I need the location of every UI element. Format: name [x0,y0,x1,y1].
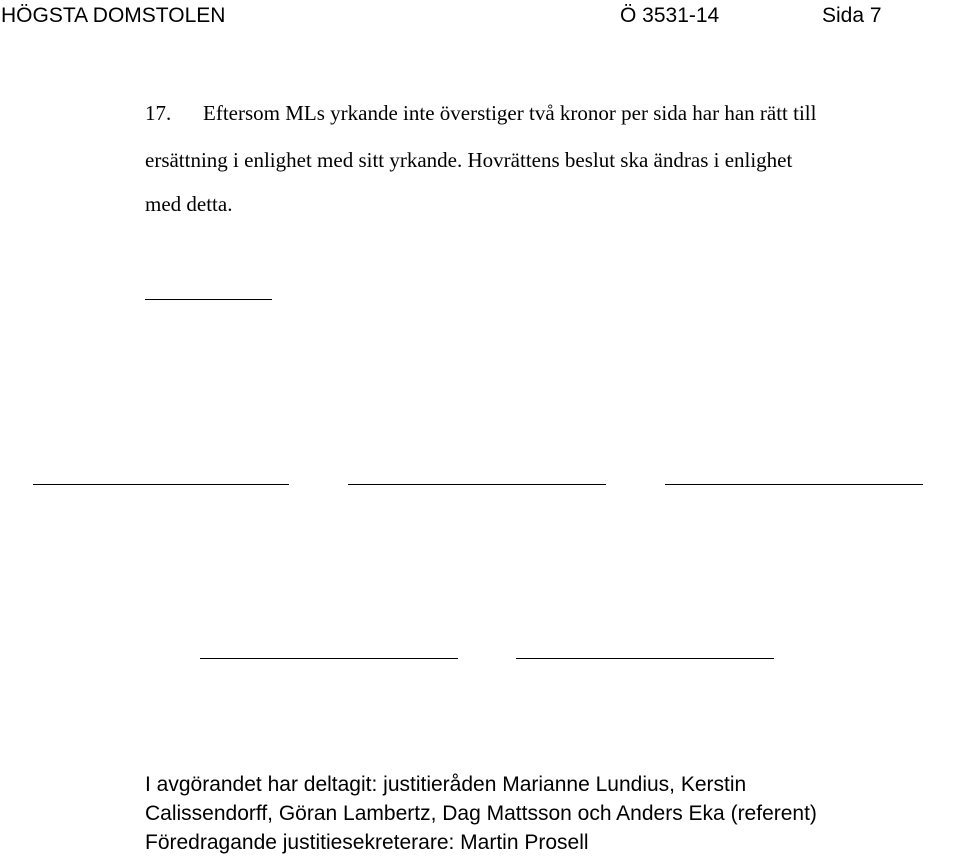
participants-line-1: I avgörandet har deltagit: justitieråden Marianne Lundius, Kerstin [145,773,747,796]
case-number: Ö 3531-14 [620,4,720,27]
paragraph-number: 17. [145,101,172,125]
signature-line-2 [348,484,606,485]
participants-line-2: Calissendorff, Göran Lambertz, Dag Mattsson och Anders Eka (referent) [145,802,817,825]
paragraph-line-2: ersättning i enlighet med sitt yrkande. Hovrättens beslut ska ändras i enlighet [145,148,793,172]
paragraph-text-1: Eftersom MLs yrkande inte överstiger två kronor per sida har han rätt till [203,101,817,125]
section-separator [145,299,272,300]
paragraph-line-3: med detta. [145,192,233,216]
court-name: HÖGSTA DOMSTOLEN [1,4,226,27]
signature-line-4 [200,658,458,659]
signature-line-3 [665,484,923,485]
signature-line-5 [516,658,774,659]
page-number: Sida 7 [822,4,882,27]
rapporteur-line: Föredragande justitiesekreterare: Martin Prosell [145,831,589,854]
signature-line-1 [33,484,289,485]
paragraph-line-1 [145,99,816,127]
